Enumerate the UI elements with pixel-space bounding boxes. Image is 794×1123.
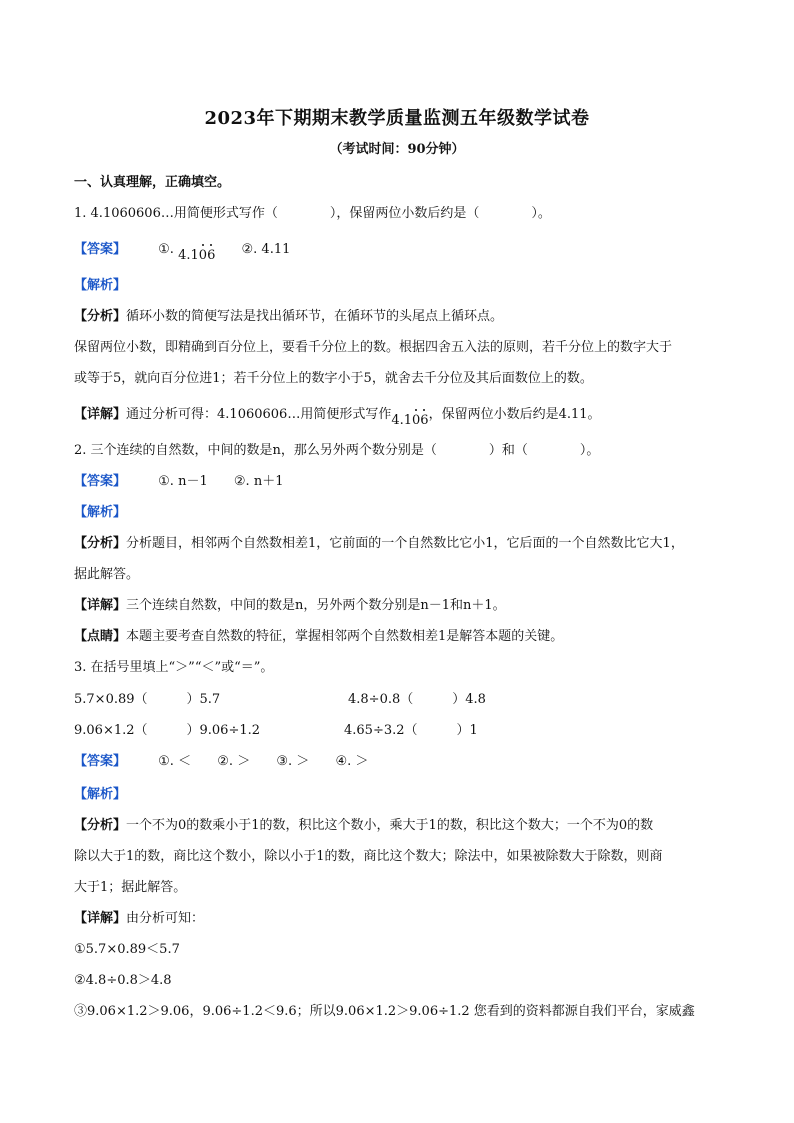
analysis-heading: 【解析】 bbox=[74, 278, 127, 293]
q1-detail: 【详解】通过分析可得：4.1060606…用简便形式写作4.106，保留两位小数后约是4.11。 bbox=[74, 407, 601, 428]
q3-answer-4: ④. ＞ bbox=[335, 754, 369, 769]
q1-fenxi-2: 保留两位小数，即精确到百分位上，要看千分位上的数。根据四舍五入法的原则，若千分位上的数字大于 bbox=[74, 340, 673, 355]
q3-row1-left: 5.7×0.89（ ）5.7 bbox=[74, 692, 221, 707]
repeating-decimal: 4.106 bbox=[178, 248, 216, 263]
q3-row1-right: 4.8÷0.8（ ）4.8 bbox=[348, 692, 486, 707]
q2-fenxi: 【分析】分析题目，相邻两个自然数相差1，它前面的一个自然数比它小1，它后面的一个自然数比它大1， bbox=[74, 536, 684, 551]
q3-detail-2: ②4.8÷0.8＞4.8 bbox=[74, 973, 172, 988]
q3-answer-1: ①. ＜ bbox=[158, 754, 192, 769]
q1-answer-1: ①. 4.106 bbox=[158, 242, 216, 263]
q2-fenxi-2: 据此解答。 bbox=[74, 567, 140, 582]
q2-answer bbox=[74, 473, 283, 491]
q1-fenxi: 【分析】循环小数的简便写法是找出循环节，在循环节的头尾点上循环点。 bbox=[74, 309, 504, 324]
section-heading: 一、认真理解，正确填空。 bbox=[74, 175, 231, 190]
q1-answer bbox=[74, 241, 291, 263]
q2-answer-2: ②. n＋1 bbox=[233, 474, 284, 489]
exam-title: 2023年下期期末教学质量监测五年级数学试卷 bbox=[204, 108, 590, 129]
q3-fenxi-3: 大于1；据此解答。 bbox=[74, 880, 187, 895]
q3-row2-right: 4.65÷3.2（ ）1 bbox=[344, 723, 478, 738]
analysis-heading: 【解析】 bbox=[74, 505, 127, 520]
q3-answer-2: ②. ＞ bbox=[217, 754, 251, 769]
question-2-stem: 2. 三个连续的自然数，中间的数是n，那么另外两个数分别是（ ）和（ ）。 bbox=[74, 443, 600, 458]
q3-row2-left: 9.06×1.2（ ）9.06÷1.2 bbox=[74, 723, 261, 738]
answer-tag: 【答案】 bbox=[74, 754, 127, 769]
repeating-decimal: 4.106 bbox=[391, 413, 429, 428]
q2-dianjing: 【点睛】本题主要考查自然数的特征，掌握相邻两个自然数相差1是解答本题的关键。 bbox=[74, 629, 564, 644]
question-1-stem: 1. 4.1060606…用简便形式写作（ ），保留两位小数后约是（ ）。 bbox=[74, 206, 551, 221]
q2-detail: 【详解】三个连续自然数，中间的数是n，另外两个数分别是n－1和n＋1。 bbox=[74, 598, 506, 613]
question-3-stem: 3. 在括号里填上“＞”“＜”或“＝”。 bbox=[74, 660, 274, 675]
q3-answer bbox=[74, 753, 368, 771]
exam-time: （考试时间：90分钟） bbox=[329, 142, 465, 157]
q1-answer-2: ②. 4.11 bbox=[241, 242, 291, 257]
q3-detail-1: ①5.7×0.89＜5.7 bbox=[74, 942, 180, 957]
q2-answer-1: ①. n－1 bbox=[158, 474, 208, 489]
answer-tag: 【答案】 bbox=[74, 474, 127, 489]
q3-detail-3: ③9.06×1.2＞9.06，9.06÷1.2＜9.6；所以9.06×1.2＞9.06÷1.2 您看到的资料都源自我们平台，家威鑫 bbox=[74, 1004, 695, 1019]
q3-detail: 【详解】由分析可知： bbox=[74, 911, 205, 926]
answer-tag: 【答案】 bbox=[74, 242, 127, 257]
q3-fenxi: 【分析】一个不为0的数乘小于1的数，积比这个数小，乘大于1的数，积比这个数大；一个不为0的数 bbox=[74, 818, 654, 833]
q1-fenxi-3: 或等于5，就向百分位进1；若千分位上的数字小于5，就舍去千分位及其后面数位上的数。 bbox=[74, 371, 593, 386]
analysis-heading: 【解析】 bbox=[74, 787, 127, 802]
q3-fenxi-2: 除以大于1的数，商比这个数小，除以小于1的数，商比这个数大；除法中，如果被除数大于除数，则商 bbox=[74, 849, 663, 864]
q3-answer-3: ③. ＞ bbox=[276, 754, 310, 769]
